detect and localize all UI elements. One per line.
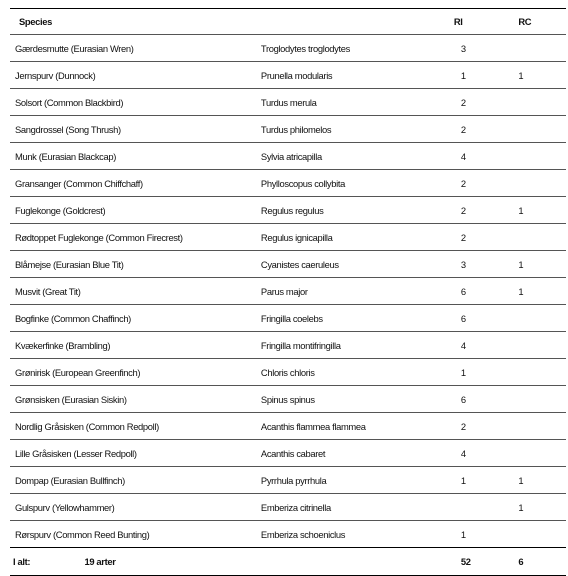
latin-name-cell: Turdus philomelos bbox=[260, 123, 332, 135]
species-table bbox=[10, 9, 566, 576]
latin-name-cell: Turdus merula bbox=[260, 96, 317, 108]
latin-name-cell: Emberiza schoeniclus bbox=[260, 528, 346, 540]
latin-name-cell: Emberiza citrinella bbox=[260, 501, 331, 513]
header-latin bbox=[255, 9, 454, 35]
total-species-count: 19 arter bbox=[84, 556, 116, 567]
species-name-cell: Jernspurv (Dunnock) bbox=[15, 69, 96, 81]
table-row bbox=[10, 143, 566, 170]
table-row bbox=[10, 224, 566, 251]
rc-cell bbox=[506, 35, 566, 62]
table-row bbox=[10, 413, 566, 440]
table-row bbox=[10, 332, 566, 359]
latin-name-cell: Fringilla montifringilla bbox=[260, 339, 341, 351]
rc-cell bbox=[506, 413, 566, 440]
total-latin-empty bbox=[255, 548, 454, 576]
latin-name-cell: Regulus ignicapilla bbox=[260, 231, 333, 243]
header-species: Species bbox=[19, 16, 52, 27]
rc-cell bbox=[506, 143, 566, 170]
total-cell bbox=[10, 548, 255, 576]
rc-cell: 1 bbox=[518, 285, 524, 297]
ri-cell: 4 bbox=[460, 150, 466, 162]
rc-cell: 1 bbox=[518, 69, 524, 81]
table-row bbox=[10, 305, 566, 332]
ri-cell: 2 bbox=[460, 231, 466, 243]
species-name-cell: Rødtoppet Fuglekonge (Common Firecrest) bbox=[15, 231, 183, 243]
rc-cell: 1 bbox=[518, 258, 524, 270]
table-row bbox=[10, 62, 566, 89]
species-name-cell: Grønirisk (European Greenfinch) bbox=[15, 366, 141, 378]
species-name-cell: Munk (Eurasian Blackcap) bbox=[15, 150, 117, 162]
species-name-cell: Sangdrossel (Song Thrush) bbox=[15, 123, 121, 135]
latin-name-cell: Spinus spinus bbox=[260, 393, 315, 405]
rc-cell bbox=[506, 359, 566, 386]
species-name-cell: Rørspurv (Common Reed Bunting) bbox=[15, 528, 150, 540]
ri-cell: 4 bbox=[460, 447, 466, 459]
latin-name-cell: Cyanistes caeruleus bbox=[260, 258, 339, 270]
table-body bbox=[10, 35, 566, 548]
total-ri: 52 bbox=[460, 556, 471, 567]
header-rc: RC bbox=[518, 16, 532, 27]
species-name-cell: Fuglekonge (Goldcrest) bbox=[15, 204, 106, 216]
rc-cell bbox=[506, 332, 566, 359]
species-name-cell: Grønsisken (Eurasian Siskin) bbox=[15, 393, 127, 405]
rc-cell bbox=[506, 386, 566, 413]
rc-cell bbox=[506, 305, 566, 332]
ri-cell: 1 bbox=[460, 474, 466, 486]
table-row bbox=[10, 35, 566, 62]
ri-cell: 1 bbox=[460, 69, 466, 81]
rc-cell: 1 bbox=[518, 501, 524, 513]
table-row bbox=[10, 89, 566, 116]
rc-cell bbox=[506, 440, 566, 467]
rc-cell: 1 bbox=[518, 204, 524, 216]
ri-cell: 1 bbox=[460, 528, 466, 540]
table-row bbox=[10, 278, 566, 305]
ri-cell: 2 bbox=[460, 96, 466, 108]
species-name-cell: Gulspurv (Yellowhammer) bbox=[15, 501, 115, 513]
latin-name-cell: Acanthis cabaret bbox=[260, 447, 326, 459]
ri-cell: 1 bbox=[460, 366, 466, 378]
latin-name-cell: Prunella modularis bbox=[260, 69, 333, 81]
total-label: I alt: bbox=[13, 556, 31, 567]
table-row bbox=[10, 494, 566, 521]
ri-cell: 3 bbox=[460, 42, 466, 54]
table-row bbox=[10, 467, 566, 494]
ri-cell bbox=[454, 494, 507, 521]
latin-name-cell: Acanthis flammea flammea bbox=[260, 420, 366, 432]
species-name-cell: Solsort (Common Blackbird) bbox=[15, 96, 124, 108]
species-name-cell: Nordlig Gråsisken (Common Redpoll) bbox=[15, 420, 159, 432]
species-name-cell: Bogfinke (Common Chaffinch) bbox=[15, 312, 131, 324]
table-row bbox=[10, 170, 566, 197]
rc-cell bbox=[506, 521, 566, 548]
latin-name-cell: Fringilla coelebs bbox=[260, 312, 323, 324]
table-row bbox=[10, 251, 566, 278]
species-name-cell: Dompap (Eurasian Bullfinch) bbox=[15, 474, 125, 486]
latin-name-cell: Phylloscopus collybita bbox=[260, 177, 345, 189]
ri-cell: 2 bbox=[460, 123, 466, 135]
latin-name-cell: Regulus regulus bbox=[260, 204, 324, 216]
species-name-cell: Musvit (Great Tit) bbox=[15, 285, 81, 297]
species-name-cell: Lille Gråsisken (Lesser Redpoll) bbox=[15, 447, 137, 459]
table-row bbox=[10, 521, 566, 548]
ri-cell: 3 bbox=[460, 258, 466, 270]
ri-cell: 6 bbox=[460, 285, 466, 297]
rc-cell bbox=[506, 224, 566, 251]
ri-cell: 6 bbox=[460, 393, 466, 405]
ri-cell: 2 bbox=[460, 204, 466, 216]
rc-cell bbox=[506, 170, 566, 197]
rc-cell bbox=[506, 89, 566, 116]
table-row bbox=[10, 440, 566, 467]
ri-cell: 4 bbox=[460, 339, 466, 351]
table-row bbox=[10, 116, 566, 143]
rc-cell bbox=[506, 116, 566, 143]
latin-name-cell: Sylvia atricapilla bbox=[260, 150, 322, 162]
species-name-cell: Gærdesmutte (Eurasian Wren) bbox=[15, 42, 134, 54]
total-rc: 6 bbox=[518, 556, 524, 567]
table-row bbox=[10, 386, 566, 413]
ri-cell: 6 bbox=[460, 312, 466, 324]
species-name-cell: Blåmejse (Eurasian Blue Tit) bbox=[15, 258, 124, 270]
latin-name-cell: Parus major bbox=[260, 285, 308, 297]
species-name-cell: Kvækerfinke (Brambling) bbox=[15, 339, 111, 351]
ri-cell: 2 bbox=[460, 420, 466, 432]
table-total-row bbox=[10, 548, 566, 576]
latin-name-cell: Pyrrhula pyrrhula bbox=[260, 474, 327, 486]
latin-name-cell: Chloris chloris bbox=[260, 366, 315, 378]
rc-cell: 1 bbox=[518, 474, 524, 486]
table-row bbox=[10, 359, 566, 386]
species-name-cell: Gransanger (Common Chiffchaff) bbox=[15, 177, 143, 189]
table-header-row bbox=[10, 9, 566, 35]
table-row bbox=[10, 197, 566, 224]
header-ri: RI bbox=[453, 16, 463, 27]
latin-name-cell: Troglodytes troglodytes bbox=[260, 42, 350, 54]
ri-cell: 2 bbox=[460, 177, 466, 189]
